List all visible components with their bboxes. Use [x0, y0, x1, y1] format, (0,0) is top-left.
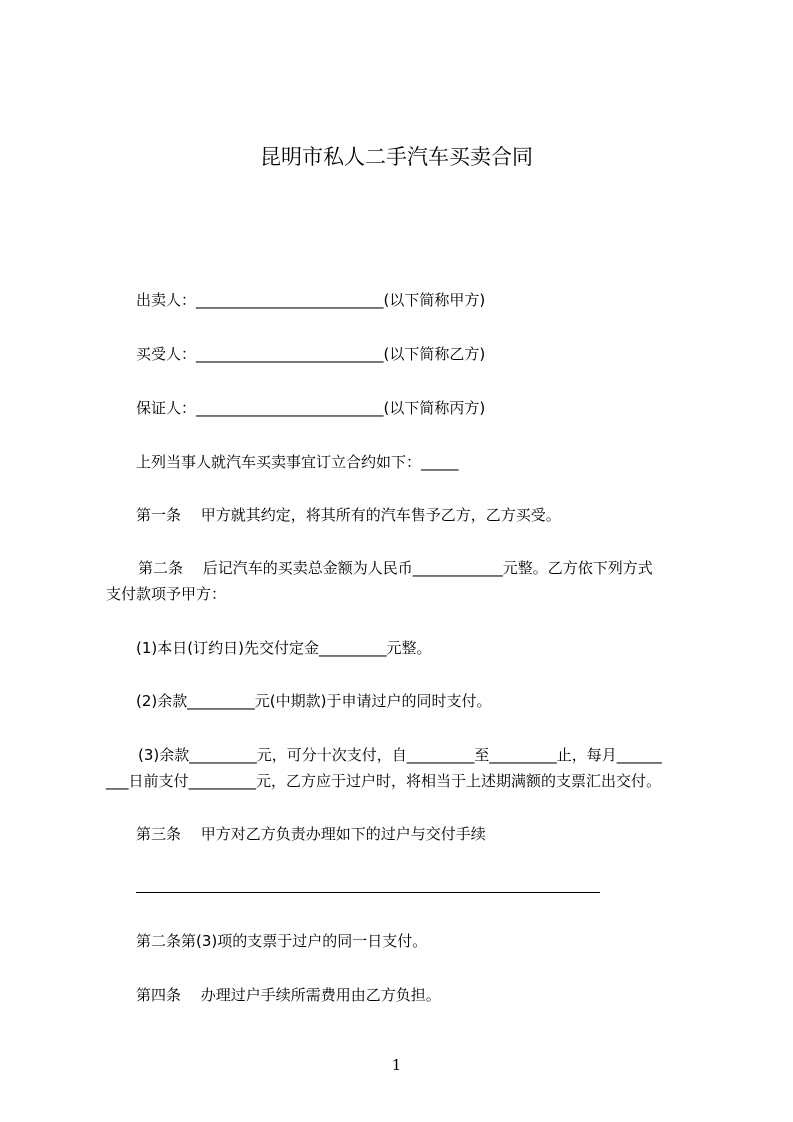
article-2-line-2: 支付款项予甲方： [106, 585, 227, 603]
buyer-line: 买受人：_________________________(以下简称乙方) [136, 345, 486, 363]
article-1: 第一条 甲方就其约定，将其所有的汽车售予乙方，乙方买受。 [136, 506, 561, 524]
page-number: 1 [391, 1056, 402, 1074]
intro-line: 上列当事人就汽车买卖事宜订立合约如下：_____ [136, 453, 459, 471]
article-2-item-2: (2)余款_________元(中期款)于申请过户的同时支付。 [136, 692, 492, 710]
article-2-item-1: (1)本日(订约日)先交付定金_________元整。 [136, 639, 432, 657]
article-2-line-1: 第二条 后记汽车的买卖总金额为人民币____________元整。乙方依下列方式 [138, 559, 653, 577]
article-3: 第三条 甲方对乙方负责办理如下的过户与交付手续 [136, 825, 486, 843]
document-title: 昆明市私人二手汽车买卖合同 [260, 145, 533, 169]
blank-fill-line [136, 892, 600, 893]
article-2-item-3-line-1: (3)余款_________元，可分十次支付，自_________至_________止，每月______ [138, 746, 662, 764]
article-3-note: 第二条第(3)项的支票于过户的同一日支付。 [136, 932, 428, 950]
guarantor-line: 保证人：_________________________(以下简称丙方) [136, 399, 486, 417]
seller-line: 出卖人：_________________________(以下简称甲方) [136, 291, 486, 309]
article-4: 第四条 办理过户手续所需费用由乙方负担。 [136, 986, 441, 1004]
article-2-item-3-line-2: ___日前支付_________元，乙方应于过户时，将相当于上述期满额的支票汇出交付。 [106, 772, 662, 790]
